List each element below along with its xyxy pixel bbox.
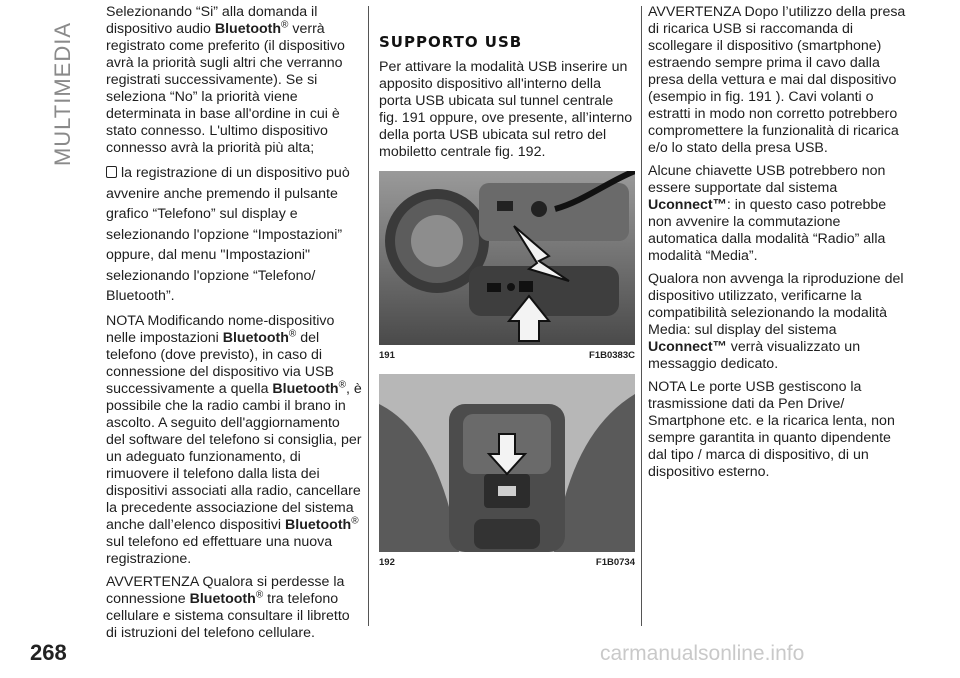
figure-code: F1B0734 — [595, 557, 635, 568]
section-heading: SUPPORTO USB — [379, 33, 523, 51]
note-paragraph: NOTA Le porte USB gestiscono la trasmissione dati da Pen Drive/ Smartphone etc. e la ricarica lenta, non sempre garantita in quanto dipendente dal tipo / marca di dispositivo, di un dispositivo esterno. — [648, 379, 895, 480]
figure-191-image — [379, 171, 635, 345]
bluetooth-term: Bluetooth — [214, 21, 282, 37]
column-1 — [106, 4, 362, 648]
figure-code: F1B0383C — [589, 350, 635, 361]
bullet-box-icon — [106, 166, 117, 178]
figure-191-caption — [379, 347, 635, 364]
paragraph: Selezionando “Si” alla domanda il dispositivo audio Bluetooth® verrà registrato come preferito (il dispositivo avrà la priorità sugli altri che verranno registrati successivamente). Se si seleziona “No” la priorità viene determinata in base all'ordine in cui è stato connesso. L'ultimo dispositivo connesso avrà la priorità più alta; — [106, 4, 345, 156]
watermark: carmanualsonline.info — [600, 642, 805, 665]
column-2 — [379, 4, 635, 581]
uconnect-term: Uconnect™ — [648, 339, 727, 355]
paragraph: Alcune chiavette USB potrebbero non essere supportate dal sistema Uconnect™: in questo caso potrebbe non avvenire la commutazione automatica dalla modalità “Radio” alla modalità “Media”. — [648, 163, 887, 264]
figure-number: 192 — [379, 557, 395, 568]
section-side-label: MULTIMEDIA — [50, 22, 75, 167]
bullet-paragraph: la registrazione di un dispositivo può avvenire anche premendo il pulsante grafico “Telefono” sul display e selezionando l'opzione “Impostazioni” oppure, dal menu "Impostazioni" selezionando l'opzione “Telefono/ Bluetooth”. — [106, 165, 350, 304]
column-divider — [368, 6, 369, 626]
figure-192-caption — [379, 554, 635, 571]
paragraph: Qualora non avvenga la riproduzione del dispositivo utilizzato, verificarne la compatibilità selezionando la modalità Media: sul display del sistema Uconnect™ verrà visualizzato un messaggio dedicato. — [648, 271, 904, 372]
note-paragraph: NOTA Modificando nome-dispositivo nelle impostazioni Bluetooth® del telefono (dove previsto), in caso di connessione del dispositivo via USB successivamente a quella Bluetooth®, è possibile che la radio cambi il brano in ascolto. A seguito dell'aggiornamento del software del telefono si consiglia, per un adeguato funzionamento, di rimuovere il telefono dalla lista dei dispositivi associati alla radio, cancellare la precedente associazione del sistema anche dall’elenco dispositivi Bluetooth® sul telefono ed effettuare una nuova registrazione. — [106, 312, 362, 567]
column-3 — [648, 4, 906, 487]
warning-paragraph: AVVERTENZA Qualora si perdesse la connessione Bluetooth® tra telefono cellulare e sistema consultare il libretto di istruzioni del telefono cellulare. — [106, 573, 350, 641]
uconnect-term: Uconnect™ — [648, 197, 727, 213]
figure-number: 191 — [379, 350, 395, 361]
figure-192-image — [379, 374, 635, 552]
warning-paragraph: AVVERTENZA Dopo l’utilizzo della presa di ricarica USB si raccomanda di scollegare il dispositivo (smartphone) estraendo sempre prima il cavo dalla presa della vettura e mai dal dispositivo (esempio in fig. 191 ). Cavi volanti o estratti in modo non corretto potrebbero compromettere la funzionalità di ricarica e/o lo stato della presa USB. — [648, 4, 906, 156]
page-number: 268 — [30, 640, 67, 665]
paragraph: Per attivare la modalità USB inserire un apposito dispositivo all'interno della porta USB ubicata sul tunnel centrale fig. 191 oppure, ove presente, all’interno della porta USB ubicata sul retro del mobiletto centrale fig. 192. — [379, 59, 633, 160]
column-divider — [641, 6, 642, 626]
